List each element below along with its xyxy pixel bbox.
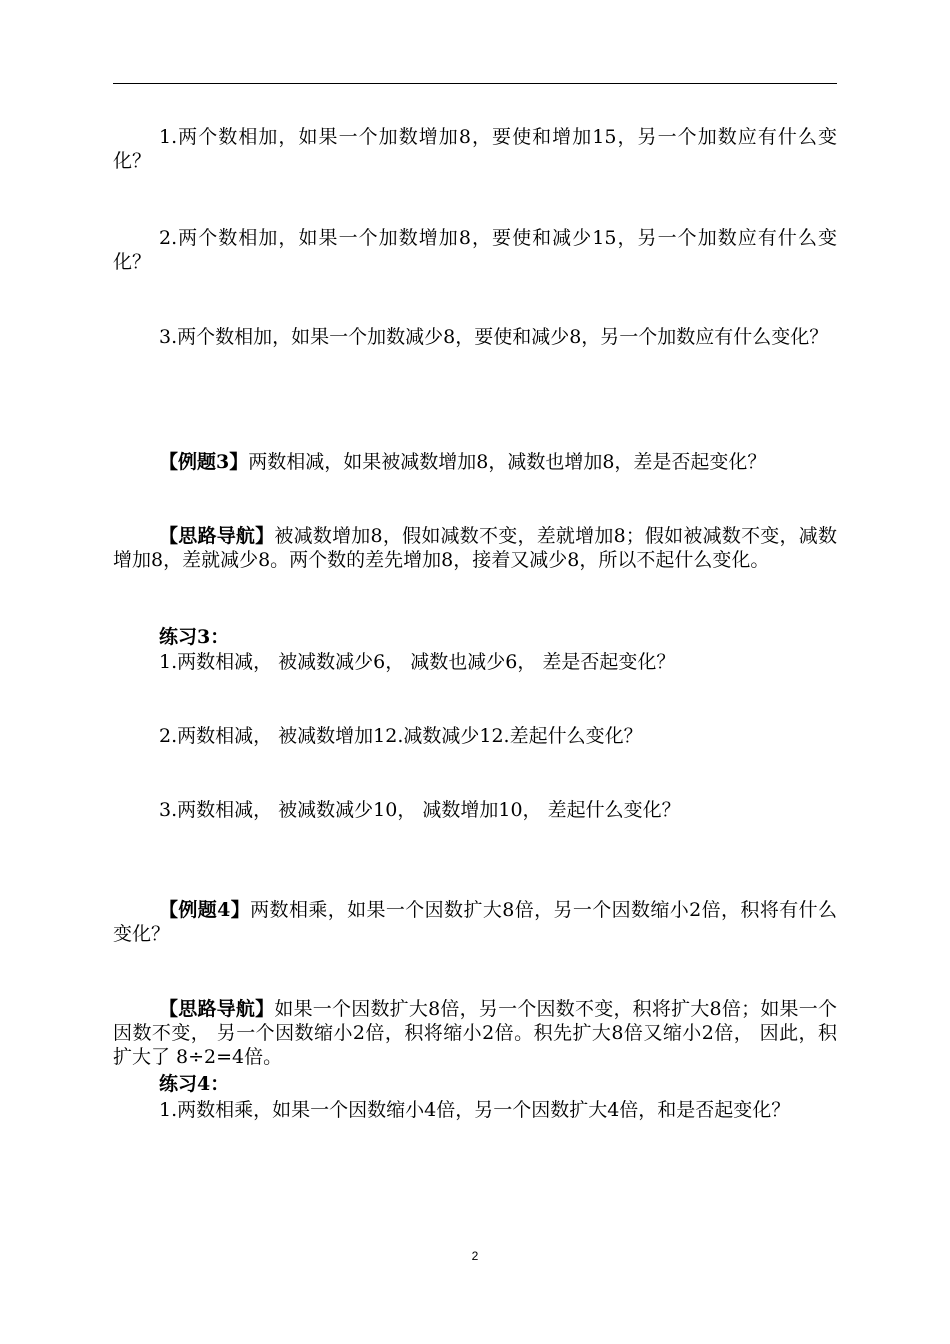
practice-3-q3: 3.两数相减， 被减数减少10， 减数增加10， 差起什么变化？ [159, 799, 681, 821]
example-3-hint-label: 【思路导航】 [159, 525, 275, 547]
example-3-hint-text: 被减数增加8，假如减数不变，差就增加8；假如被减数不变，减数增加8，差就减少8。两个数的差先增加8，接着又减少8，所以不起什么变化。 [113, 525, 837, 571]
practice-3-title: 练习3： [159, 626, 230, 648]
example-4-hint-text: 如果一个因数扩大8倍，另一个因数不变，积将扩大8倍；如果一个因数不变， 另一个因数缩小2倍，积将缩小2倍。积先扩大8倍又缩小2倍， 因此，积扩大了 8÷2=4倍。 [113, 998, 837, 1068]
practice-3-q2: 2.两数相减， 被减数增加12.减数减少12.差起什么变化？ [159, 725, 643, 747]
question-a3: 3.两个数相加，如果一个加数减少8，要使和减少8，另一个加数应有什么变化？ [159, 326, 829, 348]
example-3-label: 【例题3】 [159, 451, 249, 473]
question-a2: 2.两个数相加，如果一个加数增加8，要使和减少15，另一个加数应有什么变化？ [113, 227, 837, 273]
page-number: 2 [471, 1249, 479, 1263]
example-4-text: 两数相乘，如果一个因数扩大8倍，另一个因数缩小2倍，积将有什么变化？ [113, 899, 837, 945]
example-3-text: 两数相减，如果被减数增加8，减数也增加8，差是否起变化？ [248, 451, 767, 473]
example-4 [113, 898, 837, 946]
example-4-label: 【例题4】 [159, 899, 251, 921]
practice-3-q1: 1.两数相减， 被减数减少6， 减数也减少6， 差是否起变化？ [159, 651, 676, 673]
practice-4-q1: 1.两数相乘，如果一个因数缩小4倍，另一个因数扩大4倍，和是否起变化？ [159, 1099, 791, 1121]
practice-4-title: 练习4： [159, 1073, 230, 1095]
example-4-hint [113, 997, 837, 1069]
example-3 [113, 450, 837, 474]
header-rule [113, 83, 837, 84]
example-3-hint [113, 524, 837, 572]
example-4-hint-label: 【思路导航】 [159, 998, 275, 1020]
question-a1: 1.两个数相加，如果一个加数增加8，要使和增加15，另一个加数应有什么变化？ [113, 126, 837, 172]
